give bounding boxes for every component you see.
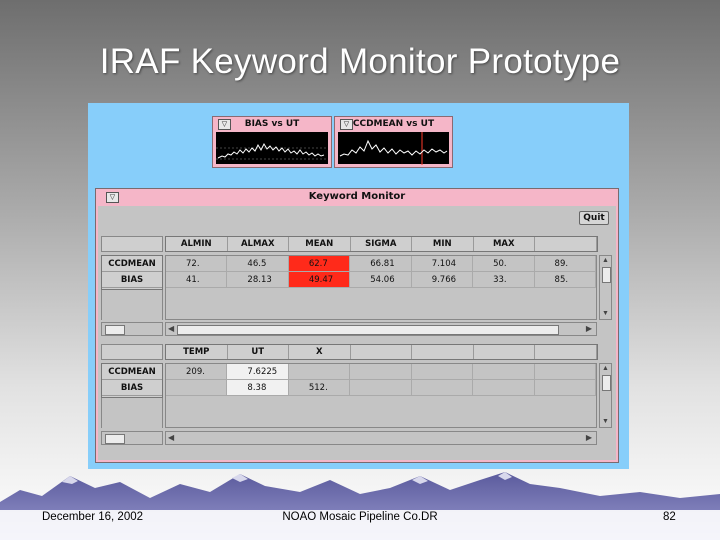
row-header: [101, 255, 163, 290]
column-header-cell[interactable]: MAX: [474, 237, 536, 251]
table-cell[interactable]: 50.: [473, 256, 534, 272]
mountain-range-decoration: [0, 462, 720, 540]
footer-title: NOAO Mosaic Pipeline Co.DR: [282, 511, 438, 523]
column-header-cell[interactable]: [474, 345, 536, 359]
bias-vs-ut-window[interactable]: [212, 116, 332, 168]
row-header-cell[interactable]: BIAS: [102, 380, 162, 396]
table-cell[interactable]: 89.: [535, 256, 596, 272]
table-cell[interactable]: [473, 380, 534, 396]
quit-button[interactable]: Quit: [579, 211, 609, 225]
ccdmean-vs-ut-titlebar[interactable]: [335, 117, 452, 131]
table-row: [166, 364, 596, 380]
table-row: [166, 256, 596, 272]
table-cell[interactable]: 54.06: [350, 272, 411, 288]
row-header-cell[interactable]: CCDMEAN: [102, 256, 162, 272]
table-grid: [165, 363, 597, 428]
column-header-cell[interactable]: X: [289, 345, 351, 359]
table-cell[interactable]: 7.6225: [227, 364, 288, 380]
table-cell[interactable]: 28.13: [227, 272, 288, 288]
table-cell[interactable]: 8.38: [227, 380, 288, 396]
bias-vs-ut-titlebar[interactable]: [213, 117, 331, 131]
table-cell[interactable]: 7.104: [412, 256, 473, 272]
column-header-cell[interactable]: MIN: [412, 237, 474, 251]
table-cell[interactable]: 9.766: [412, 272, 473, 288]
column-header-cell[interactable]: TEMP: [166, 345, 228, 359]
ccdmean-vs-ut-window[interactable]: [334, 116, 453, 168]
window-title: BIAS vs UT: [244, 119, 300, 129]
table-row: [166, 272, 596, 288]
table-cell[interactable]: [166, 380, 227, 396]
row-header-empty: [101, 398, 163, 428]
scroll-left-arrow-icon[interactable]: ◀: [168, 324, 175, 333]
horizontal-scrollbar[interactable]: [165, 431, 597, 445]
scroll-thumb[interactable]: [602, 267, 611, 283]
row-header-empty: [101, 290, 163, 320]
column-header-cell[interactable]: ALMAX: [228, 237, 290, 251]
table-corner: [101, 236, 163, 252]
table-cell[interactable]: [412, 380, 473, 396]
statistics-table: [101, 236, 614, 336]
footer-date: December 16, 2002: [42, 511, 144, 523]
table-cell[interactable]: [350, 380, 411, 396]
column-header-cell[interactable]: [535, 237, 597, 251]
table-cell[interactable]: [535, 380, 596, 396]
window-title: CCDMEAN vs UT: [352, 119, 435, 129]
keyword-table: [101, 344, 614, 447]
table-row: [166, 380, 596, 396]
table-cell[interactable]: 72.: [166, 256, 227, 272]
scroll-thumb[interactable]: [602, 375, 611, 391]
table-cell[interactable]: [535, 364, 596, 380]
table-cell[interactable]: [473, 364, 534, 380]
horizontal-scrollbar[interactable]: [165, 322, 597, 336]
alarm-cell[interactable]: 62.7: [289, 256, 350, 272]
scroll-thumb[interactable]: [105, 325, 125, 335]
column-header-cell[interactable]: [535, 345, 597, 359]
alarm-cell[interactable]: 49.47: [289, 272, 350, 288]
row-header-scrollbar[interactable]: [101, 431, 163, 445]
keyword-monitor-window[interactable]: [95, 188, 619, 463]
table-corner: [101, 344, 163, 360]
table-cell[interactable]: 33.: [473, 272, 534, 288]
vertical-scrollbar[interactable]: [599, 363, 612, 428]
table-cell[interactable]: 85.: [535, 272, 596, 288]
screenshot-area: [88, 103, 629, 469]
column-header-cell[interactable]: [351, 345, 413, 359]
scroll-up-arrow-icon[interactable]: ▲: [602, 257, 609, 264]
column-header: [165, 344, 598, 360]
column-header-cell[interactable]: UT: [228, 345, 290, 359]
table-cell[interactable]: 512.: [289, 380, 350, 396]
scroll-right-arrow-icon[interactable]: ▶: [585, 324, 592, 333]
row-header-cell[interactable]: BIAS: [102, 272, 162, 288]
column-header-cell[interactable]: SIGMA: [351, 237, 413, 251]
vertical-scrollbar[interactable]: [599, 255, 612, 320]
scroll-up-arrow-icon[interactable]: ▲: [602, 365, 609, 372]
page-number: 82: [663, 511, 676, 523]
scroll-thumb[interactable]: [177, 325, 559, 335]
column-header-cell[interactable]: MEAN: [289, 237, 351, 251]
window-title: Keyword Monitor: [308, 191, 406, 202]
scroll-down-arrow-icon[interactable]: ▼: [602, 418, 609, 425]
window-menu-icon[interactable]: ▽: [340, 119, 353, 130]
keyword-monitor-body: [98, 206, 616, 460]
scroll-down-arrow-icon[interactable]: ▼: [602, 310, 609, 317]
row-header: [101, 363, 163, 398]
ccdmean-plot-canvas: [338, 132, 449, 164]
row-header-scrollbar[interactable]: [101, 322, 163, 336]
scroll-right-arrow-icon[interactable]: ▶: [585, 433, 592, 442]
column-header-cell[interactable]: [412, 345, 474, 359]
scroll-left-arrow-icon[interactable]: ◀: [168, 433, 175, 442]
table-cell[interactable]: 209.: [166, 364, 227, 380]
table-cell[interactable]: 46.5: [227, 256, 288, 272]
bias-plot-canvas: [216, 132, 328, 164]
table-cell[interactable]: [289, 364, 350, 380]
table-grid: [165, 255, 597, 320]
window-menu-icon[interactable]: ▽: [106, 192, 119, 203]
scroll-thumb[interactable]: [105, 434, 125, 444]
column-header-cell[interactable]: ALMIN: [166, 237, 228, 251]
table-cell[interactable]: 66.81: [350, 256, 411, 272]
keyword-monitor-titlebar[interactable]: [96, 189, 618, 205]
window-menu-icon[interactable]: ▽: [218, 119, 231, 130]
slide-title: IRAF Keyword Monitor Prototype: [99, 42, 621, 81]
row-header-cell[interactable]: CCDMEAN: [102, 364, 162, 380]
table-cell[interactable]: [350, 364, 411, 380]
column-header: [165, 236, 598, 252]
table-cell[interactable]: 41.: [166, 272, 227, 288]
table-cell[interactable]: [412, 364, 473, 380]
